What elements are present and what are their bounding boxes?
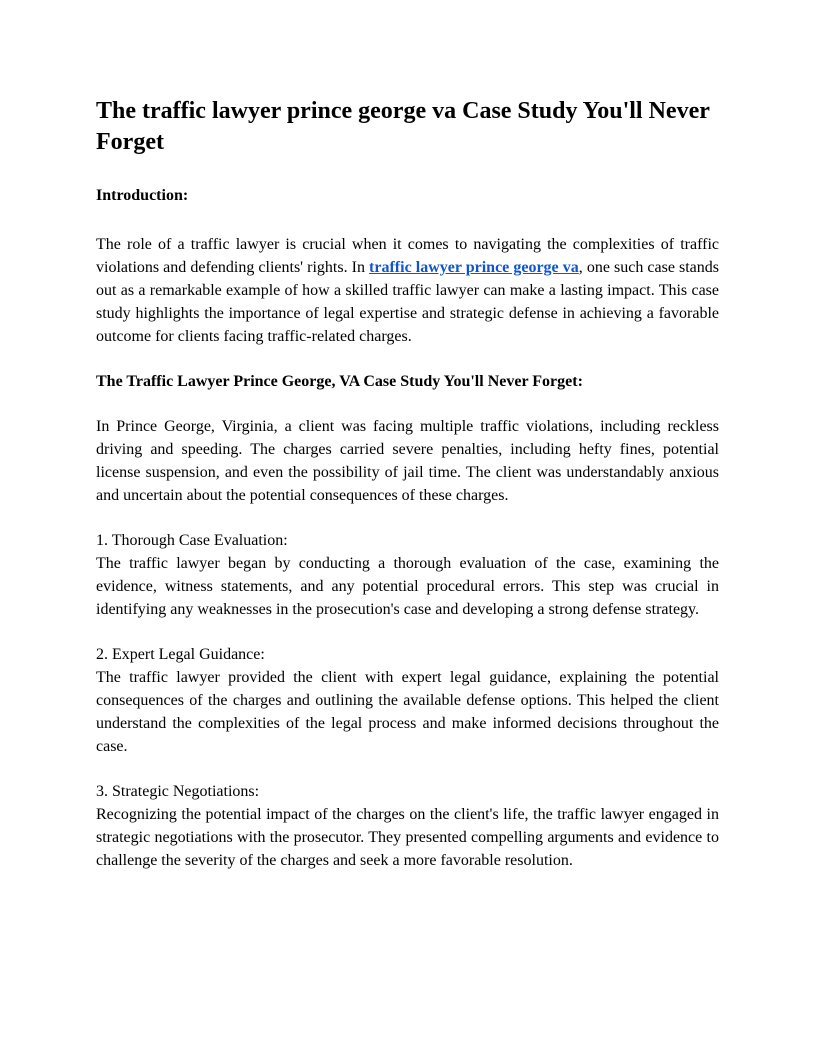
step-body: Recognizing the potential impact of the charges on the client's life, the traffic lawyer engaged in strategic negotiations with the prosecutor. They presented compelling arguments and evidence to challenge the severity of the charges and seek a more favorable resolution. [96, 806, 719, 869]
traffic-lawyer-link[interactable]: traffic lawyer prince george va [369, 259, 579, 276]
step-section [96, 529, 719, 621]
document-page [96, 96, 719, 872]
intro-paragraph [96, 233, 719, 348]
step-section [96, 643, 719, 758]
step-body: The traffic lawyer began by conducting a thorough evaluation of the case, examining the evidence, witness statements, and any potential procedural errors. This step was crucial in identifying any weaknesses in the prosecution's case and developing a strong defense strategy. [96, 555, 719, 618]
case-study-heading: The Traffic Lawyer Prince George, VA Case Study You'll Never Forget: [96, 373, 583, 390]
intro-text-before-link: The role of a traffic lawyer is crucial when it comes to navigating the complexities of traffic violations and defending clients' rights. In [96, 236, 719, 276]
step-body: The traffic lawyer provided the client with expert legal guidance, explaining the potential consequences of the charges and outlining the available defense options. This helped the client understand the complexities of the legal process and make informed decisions throughout the case. [96, 669, 719, 755]
step-title: 1. Thorough Case Evaluation: [96, 532, 288, 549]
page-title: The traffic lawyer prince george va Case Study You'll Never Forget [96, 98, 710, 155]
step-section [96, 780, 719, 872]
step-title: 2. Expert Legal Guidance: [96, 646, 265, 663]
case-paragraph: In Prince George, Virginia, a client was facing multiple traffic violations, including reckless driving and speeding. The charges carried severe penalties, including hefty fines, potential license suspension, and even the possibility of jail time. The client was understandably anxious and uncertain about the potential consequences of these charges. [96, 418, 719, 504]
introduction-heading: Introduction: [96, 187, 189, 204]
intro-text-after-link: , one such case stands out as a remarkable example of how a skilled traffic lawyer can make a lasting impact. This case study highlights the importance of legal expertise and strategic defense in achieving a favorable outcome for clients facing traffic-related charges. [96, 259, 720, 345]
step-title: 3. Strategic Negotiations: [96, 783, 260, 800]
